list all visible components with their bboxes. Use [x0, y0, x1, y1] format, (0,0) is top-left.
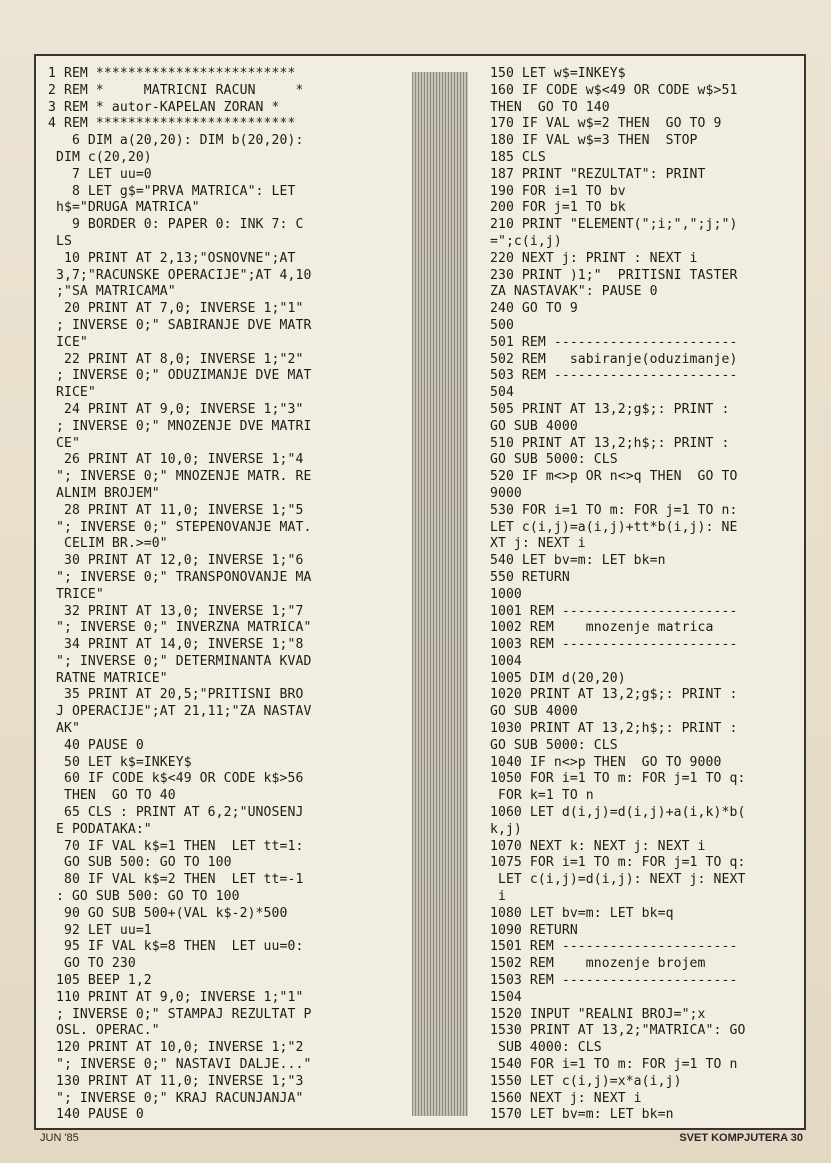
- code-line: 1050 FOR i=1 TO m: FOR j=1 TO q:: [482, 771, 746, 787]
- code-line: "; INVERSE 0;" KRAJ RACUNJANJA": [48, 1090, 304, 1106]
- code-line: 1002 REM mnozenje matrica: [482, 620, 714, 636]
- code-line: RATNE MATRICE": [48, 670, 168, 686]
- code-line: 504: [482, 385, 514, 401]
- code-line: 4 REM *************************: [48, 116, 296, 132]
- code-line: 20 PRINT AT 7,0; INVERSE 1;"1": [48, 301, 304, 317]
- code-line: ; INVERSE 0;" ODUZIMANJE DVE MAT: [48, 368, 312, 384]
- code-line: CELIM BR.>=0": [48, 536, 168, 552]
- listing-left-column: [48, 66, 408, 1122]
- code-line: 1504: [482, 989, 522, 1005]
- code-line: 520 IF m<>p OR n<>q THEN GO TO: [482, 469, 738, 485]
- code-line: ALNIM BROJEM": [48, 485, 160, 501]
- code-line: GO TO 230: [48, 956, 136, 972]
- code-line: 185 CLS: [482, 149, 546, 165]
- code-line: 170 IF VAL w$=2 THEN GO TO 9: [482, 116, 722, 132]
- code-line: FOR k=1 TO n: [482, 788, 594, 804]
- code-line: DIM c(20,20): [48, 149, 152, 165]
- code-line: 130 PRINT AT 11,0; INVERSE 1;"3: [48, 1073, 304, 1089]
- code-line: ; INVERSE 0;" SABIRANJE DVE MATR: [48, 317, 312, 333]
- code-line: 9 BORDER 0: PAPER 0: INK 7: C: [48, 217, 304, 233]
- code-line: 187 PRINT "REZULTAT": PRINT: [482, 166, 706, 182]
- code-line: 505 PRINT AT 13,2;g$;: PRINT :: [482, 401, 730, 417]
- code-line: GO SUB 500: GO TO 100: [48, 855, 232, 871]
- code-line: LET c(i,j)=a(i,j)+tt*b(i,j): NE: [482, 519, 738, 535]
- code-line: ICE": [48, 334, 88, 350]
- code-line: 7 LET uu=0: [48, 166, 152, 182]
- code-line: 30 PRINT AT 12,0; INVERSE 1;"6: [48, 553, 304, 569]
- listing-right-column: [482, 66, 802, 1122]
- code-line: 1001 REM ----------------------: [482, 603, 738, 619]
- code-line: 1040 IF n<>p THEN GO TO 9000: [482, 754, 722, 770]
- code-line: 220 NEXT j: PRINT : NEXT i: [482, 250, 698, 266]
- code-line: 1550 LET c(i,j)=x*a(i,j): [482, 1073, 682, 1089]
- code-line: "; INVERSE 0;" TRANSPONOVANJE MA: [48, 569, 312, 585]
- code-line: 1570 LET bv=m: LET bk=n: [482, 1107, 674, 1123]
- code-line: 28 PRINT AT 11,0; INVERSE 1;"5: [48, 502, 304, 518]
- code-line: 65 CLS : PRINT AT 6,2;"UNOSENJ: [48, 805, 304, 821]
- code-line: k,j): [482, 821, 522, 837]
- code-line: h$="DRUGA MATRICA": [48, 200, 200, 216]
- code-line: 1020 PRINT AT 13,2;g$;: PRINT :: [482, 687, 738, 703]
- code-line: 1090 RETURN: [482, 922, 578, 938]
- code-line: 1030 PRINT AT 13,2;h$;: PRINT :: [482, 721, 738, 737]
- code-line: 95 IF VAL k$=8 THEN LET uu=0:: [48, 939, 304, 955]
- code-line: 160 IF CODE w$<49 OR CODE w$>51: [482, 82, 738, 98]
- code-line: 32 PRINT AT 13,0; INVERSE 1;"7: [48, 603, 304, 619]
- code-line: OSL. OPERAC.": [48, 1023, 160, 1039]
- code-line: 530 FOR i=1 TO m: FOR j=1 TO n:: [482, 502, 738, 518]
- code-line: 1560 NEXT j: NEXT i: [482, 1090, 642, 1106]
- code-line: 510 PRINT AT 13,2;h$;: PRINT :: [482, 435, 730, 451]
- code-line: 1502 REM mnozenje brojem: [482, 956, 706, 972]
- code-line: 22 PRINT AT 8,0; INVERSE 1;"2": [48, 351, 304, 367]
- code-line: 1000: [482, 586, 522, 602]
- code-line: TRICE": [48, 586, 104, 602]
- code-line: 150 LET w$=INKEY$: [482, 66, 626, 81]
- code-line: 10 PRINT AT 2,13;"OSNOVNE";AT: [48, 250, 296, 266]
- page-number-label: SVET KOMPJUTERA 30: [679, 1132, 803, 1144]
- code-line: 1503 REM ----------------------: [482, 973, 738, 989]
- code-line: 540 LET bv=m: LET bk=n: [482, 553, 666, 569]
- code-line: 1501 REM ----------------------: [482, 939, 738, 955]
- code-line: 50 LET k$=INKEY$: [48, 754, 192, 770]
- code-line: 40 PAUSE 0: [48, 737, 144, 753]
- code-line: SUB 4000: CLS: [482, 1040, 602, 1056]
- code-line: 24 PRINT AT 9,0; INVERSE 1;"3": [48, 401, 304, 417]
- code-line: LET c(i,j)=d(i,j): NEXT j: NEXT: [482, 872, 746, 888]
- code-line: 1004: [482, 653, 522, 669]
- code-line: 1520 INPUT "REALNI BROJ=";x: [482, 1006, 706, 1022]
- code-line: 1540 FOR i=1 TO m: FOR j=1 TO n: [482, 1057, 738, 1073]
- code-line: 2 REM * MATRICNI RACUN *: [48, 82, 304, 98]
- issue-date: JUN '85: [40, 1132, 79, 1144]
- column-divider: [412, 72, 468, 1116]
- code-line: GO SUB 4000: [482, 418, 578, 434]
- code-line: ; INVERSE 0;" STAMPAJ REZULTAT P: [48, 1006, 312, 1022]
- code-line: "; INVERSE 0;" STEPENOVANJE MAT.: [48, 519, 312, 535]
- code-line: THEN GO TO 140: [482, 99, 610, 115]
- code-line: ;"SA MATRICAMA": [48, 284, 176, 300]
- code-line: 60 IF CODE k$<49 OR CODE k$>56: [48, 771, 304, 787]
- code-line: "; INVERSE 0;" MNOZENJE MATR. RE: [48, 469, 312, 485]
- code-line: 1003 REM ----------------------: [482, 637, 738, 653]
- code-line: 1 REM *************************: [48, 66, 296, 81]
- code-line: =";c(i,j): [482, 233, 562, 249]
- code-line: 190 FOR i=1 TO bv: [482, 183, 626, 199]
- code-line: 500: [482, 317, 514, 333]
- code-line: "; INVERSE 0;" INVERZNA MATRICA": [48, 620, 312, 636]
- code-line: 1070 NEXT k: NEXT j: NEXT i: [482, 838, 706, 854]
- code-line: 230 PRINT )1;" PRITISNI TASTER: [482, 267, 738, 283]
- code-line: 92 LET uu=1: [48, 922, 152, 938]
- code-line: 502 REM sabiranje(oduzimanje): [482, 351, 738, 367]
- code-line: 3,7;"RACUNSKE OPERACIJE";AT 4,10: [48, 267, 312, 283]
- program-listing: [34, 54, 806, 1130]
- code-line: 9000: [482, 485, 522, 501]
- code-line: 1075 FOR i=1 TO m: FOR j=1 TO q:: [482, 855, 746, 871]
- code-line: 550 RETURN: [482, 569, 570, 585]
- code-line: 200 FOR j=1 TO bk: [482, 200, 626, 216]
- code-line: 26 PRINT AT 10,0; INVERSE 1;"4: [48, 452, 304, 468]
- code-line: 1080 LET bv=m: LET bk=q: [482, 905, 674, 921]
- code-line: i: [482, 889, 506, 905]
- code-line: LS: [48, 233, 72, 249]
- code-line: 1060 LET d(i,j)=d(i,j)+a(i,k)*b(: [482, 805, 746, 821]
- code-line: 240 GO TO 9: [482, 301, 578, 317]
- code-line: RICE": [48, 385, 96, 401]
- code-line: 3 REM * autor-KAPELAN ZORAN *: [48, 99, 280, 115]
- code-line: "; INVERSE 0;" DETERMINANTA KVAD: [48, 653, 312, 669]
- code-line: ; INVERSE 0;" MNOZENJE DVE MATRI: [48, 418, 312, 434]
- code-line: 34 PRINT AT 14,0; INVERSE 1;"8: [48, 637, 304, 653]
- code-line: 90 GO SUB 500+(VAL k$-2)*500: [48, 905, 288, 921]
- code-line: ZA NASTAVAK": PAUSE 0: [482, 284, 658, 300]
- code-line: "; INVERSE 0;" NASTAVI DALJE...": [48, 1057, 312, 1073]
- code-line: 503 REM -----------------------: [482, 368, 738, 384]
- code-line: 210 PRINT "ELEMENT(";i;",";j;"): [482, 217, 738, 233]
- code-line: 1005 DIM d(20,20): [482, 670, 626, 686]
- code-line: 120 PRINT AT 10,0; INVERSE 1;"2: [48, 1040, 304, 1056]
- code-line: 6 DIM a(20,20): DIM b(20,20):: [48, 133, 304, 149]
- code-line: CE": [48, 435, 80, 451]
- code-line: 70 IF VAL k$=1 THEN LET tt=1:: [48, 838, 304, 854]
- code-line: 35 PRINT AT 20,5;"PRITISNI BRO: [48, 687, 304, 703]
- code-line: GO SUB 5000: CLS: [482, 452, 618, 468]
- code-line: : GO SUB 500: GO TO 100: [48, 889, 240, 905]
- code-line: GO SUB 5000: CLS: [482, 737, 618, 753]
- code-line: 105 BEEP 1,2: [48, 973, 152, 989]
- code-line: E PODATAKA:": [48, 821, 152, 837]
- code-line: J OPERACIJE";AT 21,11;"ZA NASTAV: [48, 704, 312, 720]
- code-line: XT j: NEXT i: [482, 536, 586, 552]
- code-line: 110 PRINT AT 9,0; INVERSE 1;"1": [48, 989, 304, 1005]
- code-line: 140 PAUSE 0: [48, 1107, 144, 1123]
- code-line: 80 IF VAL k$=2 THEN LET tt=-1: [48, 872, 304, 888]
- code-line: 8 LET g$="PRVA MATRICA": LET: [48, 183, 296, 199]
- code-line: AK": [48, 721, 80, 737]
- code-line: GO SUB 4000: [482, 704, 578, 720]
- code-line: 1530 PRINT AT 13,2;"MATRICA": GO: [482, 1023, 746, 1039]
- code-line: 180 IF VAL w$=3 THEN STOP: [482, 133, 698, 149]
- code-line: THEN GO TO 40: [48, 788, 176, 804]
- code-line: 501 REM -----------------------: [482, 334, 738, 350]
